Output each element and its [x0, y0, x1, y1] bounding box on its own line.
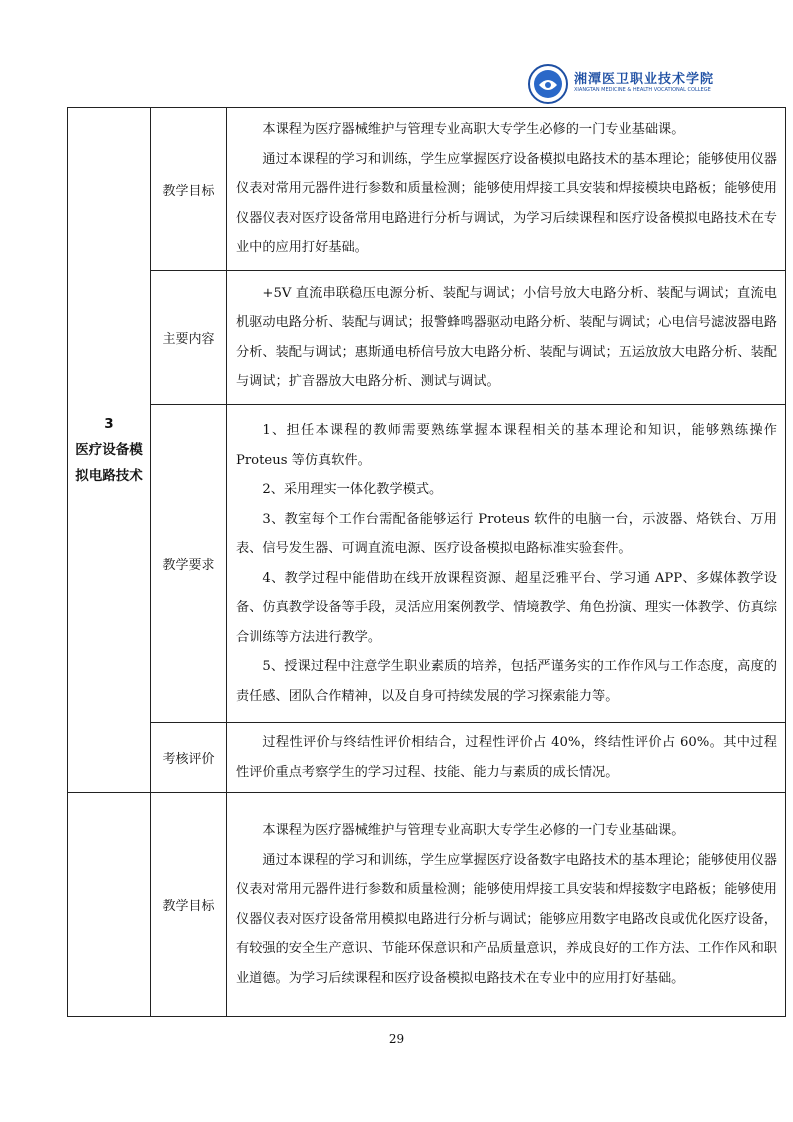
table-row [68, 271, 786, 405]
row-label: 教学要求 [151, 405, 227, 723]
paragraph: 过程性评价与终结性评价相结合，过程性评价占 40%，终结性评价占 60%。其中过程性评价重点考察学生的学习过程、技能、能力与素质的成长情况。 [236, 735, 777, 780]
paragraph: 5、授课过程中注意学生职业素质的培养，包括严谨务实的工作作风与工作态度，高度的责任感、团队合作精神，以及自身可持续发展的学习探索能力等。 [236, 659, 777, 704]
school-name: 湘潭医卫职业技术学院 [574, 72, 715, 87]
row-content [227, 793, 786, 1017]
table-row [68, 793, 786, 1017]
next-course-name-cell [68, 793, 151, 1017]
row-content [227, 723, 786, 793]
row-label: 教学目标 [151, 793, 227, 1017]
row-label: 主要内容 [151, 271, 227, 405]
table-row [68, 405, 786, 723]
row-content [227, 108, 786, 271]
paragraph: 1、担任本课程的教师需要熟练掌握本课程相关的基本理论和知识，能够熟练操作 Proteus 等仿真软件。 [236, 423, 777, 468]
row-label: 教学目标 [151, 108, 227, 271]
curriculum-table [67, 107, 786, 1017]
paragraph: 3、教室每个工作台需配备能够运行 Proteus 软件的电脑一台，示波器、烙铁台、万用表、信号发生器、可调直流电源、医疗设备模拟电路标准实验套件。 [236, 511, 777, 556]
paragraph: 通过本课程的学习和训练，学生应掌握医疗设备数字电路技术的基本理论；能够使用仪器仪表对常用元器件进行参数和质量检测；能够使用焊接工具安装和焊接数字电路板；能够使用仪器仪表对医疗设备常用模拟电路进行分析与调试；能够应用数字电路改良或优化医疗设备，有较强的安全生产意识、节能环保意识和产品质量意识，养成良好的工作方法、工作作风和职业道德。为学习后续课程和医疗设备模拟电路技术在专业中的应用打好基础。 [236, 852, 777, 986]
course-name-cell [68, 108, 151, 793]
paragraph: 本课程为医疗器械维护与管理专业高职大专学生必修的一门专业基础课。 [262, 122, 685, 138]
page-number: 29 [388, 1032, 405, 1046]
course-number: 3 [104, 416, 114, 432]
paragraph: 本课程为医疗器械维护与管理专业高职大专学生必修的一门专业基础课。 [262, 823, 685, 838]
table-row [68, 108, 786, 271]
paragraph: 4、教学过程中能借助在线开放课程资源、超星泛雅平台、学习通 APP、多媒体教学设备、仿真教学设备等手段，灵活应用案例教学、情境教学、角色扮演、理实一体教学、仿真综合训练等方法进行教学。 [236, 570, 777, 645]
course-name-line-1: 医疗设备模 [75, 442, 143, 458]
course-name-line-2: 拟电路技术 [75, 468, 143, 484]
paragraph: 通过本课程的学习和训练，学生应掌握医疗设备模拟电路技术的基本理论；能够使用仪器仪表对常用元器件进行参数和质量检测；能够使用焊接工具安装和焊接模块电路板；能够使用仪器仪表对医疗设备常用电路进行分析与调试，为学习后续课程和医疗设备模拟电路技术在专业中的应用打好基础。 [236, 151, 777, 256]
paragraph: +5V 直流串联稳压电源分析、装配与调试；小信号放大电路分析、装配与调试；直流电机驱动电路分析、装配与调试；报警蜂鸣器驱动电路分析、装配与调试；心电信号滤波器电路分析、装配与调试；惠斯通电桥信号放大电路分析、装配与调试；五运放放大电路分析、装配与调试；扩音器放大电路分析、测试与调试。 [236, 285, 777, 389]
table-row [68, 723, 786, 793]
school-name-en: XIANGTAN MEDICINE & HEALTH VOCATIONAL COLLEGE [574, 87, 711, 93]
paragraph: 2、采用理实一体化教学模式。 [262, 482, 443, 497]
row-content [227, 271, 786, 405]
row-content [227, 405, 786, 723]
school-logo [528, 62, 728, 106]
row-label: 考核评价 [151, 723, 227, 793]
school-emblem-icon [528, 64, 568, 104]
